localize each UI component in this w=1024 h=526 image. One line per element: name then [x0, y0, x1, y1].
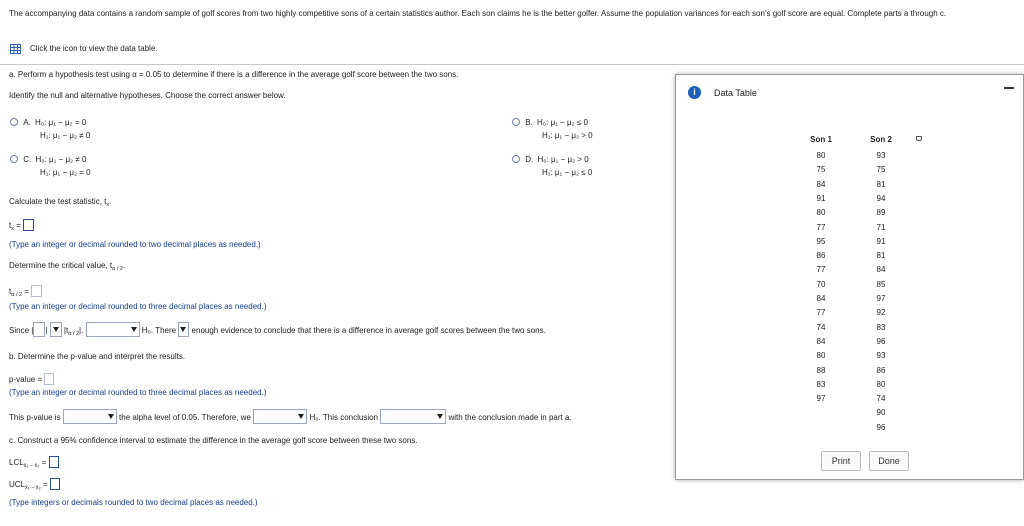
dialog-title: Data Table [714, 88, 757, 98]
lcl-input[interactable] [49, 456, 59, 468]
son1-cell: 77 [816, 222, 826, 232]
son2-cell: 81 [876, 251, 886, 261]
son1-cell: 80 [816, 151, 826, 160]
son2-cell: 93 [876, 351, 886, 361]
option-h0: H₀: μ₁ − μ₂ ≠ 0 [35, 155, 87, 164]
son2-cell: 75 [876, 165, 886, 175]
son1-cell: 91 [816, 193, 826, 203]
son1-cell: 77 [816, 308, 826, 318]
pvalue-hint: (Type an integer or decimal rounded to three decimal places as needed.) [9, 388, 267, 397]
son1-cell: 83 [816, 379, 826, 389]
pvalue-interpret-row: This p-value is the alpha level of 0.05. Therefore, we H₀. This conclusion with the conclusion made in part a. [9, 409, 572, 424]
option-c[interactable] [10, 153, 91, 179]
son1-cell: 84 [816, 336, 826, 346]
radio-b[interactable] [512, 118, 520, 126]
ta2-hint: (Type an integer or decimal rounded to three decimal places as needed.) [9, 302, 267, 311]
son2-cell: 80 [876, 379, 886, 389]
tx-row: $t_x$ = [9, 219, 34, 232]
option-letter: C. [23, 155, 32, 164]
ta2-row: $t_{\alpha / 2}$ = [9, 285, 42, 298]
son1-cell: 95 [816, 236, 826, 246]
ucl-row: $UCL_{x̄_1 - x̄_2}$ = [9, 478, 60, 491]
intro-text: The accompanying data contains a random sample of golf scores from two highly competitive sons of a certain statistics author. Each son claims he is the better golfer. Assume the population variances for each son's golf score are equal. Complete parts a through c. [9, 9, 947, 18]
option-h0: H₀: μ₁ − μ₂ > 0 [537, 155, 589, 164]
col-header-son2: Son 2 [870, 135, 892, 144]
son2-cell: 93 [876, 151, 886, 160]
radio-a[interactable] [10, 118, 18, 126]
son1-cell: 86 [816, 251, 826, 261]
son2-cell: 94 [876, 193, 886, 203]
son2-cell: 97 [876, 294, 886, 303]
son1-cell: 84 [816, 179, 826, 189]
option-h1: H₁: μ₁ − μ₂ = 0 [40, 168, 91, 177]
comparison-dropdown[interactable] [50, 322, 62, 337]
son2-cell: 92 [876, 308, 886, 318]
since-row: Since | | $|t_{\alpha / 2}|$. H₀. There enough evidence to conclude that there is a difference in average golf scores between the two sons. [9, 322, 546, 337]
pvalue-row: p-value = [9, 373, 54, 385]
part-a-prompt: a. Perform a hypothesis test using α = 0.05 to determine if there is a difference in the average golf score between the two sons. [9, 70, 459, 79]
son2-cell: 96 [876, 336, 886, 346]
pvalue-input[interactable] [44, 373, 54, 385]
option-h1: H₁: μ₁ − μ₂ ≠ 0 [40, 131, 91, 140]
reject-dropdown-b[interactable] [253, 409, 307, 424]
option-b[interactable] [512, 116, 593, 142]
table-icon[interactable] [10, 44, 21, 54]
son1-cell: 70 [816, 279, 826, 289]
son2-cell: 74 [876, 394, 886, 404]
option-h0: H₀: μ₁ − μ₂ ≤ 0 [537, 118, 588, 127]
data-table-dialog [675, 74, 1024, 480]
son2-cell: 85 [876, 279, 886, 289]
son2-cell: 84 [876, 265, 886, 275]
print-button[interactable]: Print [821, 451, 861, 471]
son1-cell: 88 [816, 365, 826, 375]
son2-cell: 89 [876, 208, 886, 218]
option-h0: H₀: μ₁ − μ₂ = 0 [35, 118, 87, 127]
son1-cell: 80 [816, 351, 826, 361]
part-b-prompt: b. Determine the p-value and interpret the results. [9, 352, 186, 361]
part-c-prompt: c. Construct a 95% confidence interval to estimate the difference in the average golf score between these two sons. [9, 436, 418, 445]
son1-cell: 74 [816, 322, 826, 332]
info-icon: i [688, 86, 701, 99]
son1-cell: 77 [816, 265, 826, 275]
radio-c[interactable] [10, 155, 18, 163]
calc-test-statistic: Calculate the test statistic, $t_x$. [9, 197, 112, 208]
minimize-icon[interactable] [1004, 87, 1014, 89]
son2-cell: 83 [876, 322, 886, 332]
son1-cell: 80 [816, 208, 826, 218]
option-d[interactable] [512, 153, 592, 179]
radio-d[interactable] [512, 155, 520, 163]
done-button[interactable]: Done [869, 451, 909, 471]
option-h1: H₁: μ₁ − μ₂ ≤ 0 [542, 168, 593, 177]
son2-cell: 90 [876, 408, 886, 418]
lcl-row: $LCL_{x̄_1 - x̄_2}$ = [9, 456, 59, 469]
option-letter: B. [525, 118, 533, 127]
abs-tx-input[interactable] [33, 322, 45, 337]
son1-cell: 75 [816, 165, 826, 175]
ci-hint: (Type integers or decimals rounded to two decimal places as needed.) [9, 498, 258, 507]
son2-cell: 86 [876, 365, 886, 375]
option-h1: H₁: μ₁ − μ₂ > 0 [542, 131, 593, 140]
son2-cell: 91 [876, 236, 886, 246]
tx-hint: (Type an integer or decimal rounded to two decimal places as needed.) [9, 240, 261, 249]
divider [0, 64, 1024, 65]
pvalue-compare-dropdown[interactable] [63, 409, 117, 424]
son1-cell: 84 [816, 294, 826, 303]
son2-cell: 71 [876, 222, 886, 232]
tx-input[interactable] [23, 219, 34, 231]
critical-value-prompt: Determine the critical value, $t_{\alpha / 2}$. [9, 261, 126, 272]
option-letter: D. [525, 155, 534, 164]
son2-cell: 96 [876, 422, 886, 432]
ta2-input[interactable] [31, 285, 42, 297]
copy-icon[interactable] [916, 136, 922, 141]
option-letter: A. [23, 118, 31, 127]
is-isnot-dropdown[interactable] [178, 322, 189, 337]
option-a[interactable] [10, 116, 90, 142]
reject-dropdown[interactable] [86, 322, 140, 337]
ucl-input[interactable] [50, 478, 60, 490]
agree-dropdown[interactable] [380, 409, 446, 424]
son1-cell: 97 [816, 394, 826, 404]
data-table-link[interactable]: Click the icon to view the data table. [30, 44, 158, 53]
col-header-son1: Son 1 [810, 135, 832, 144]
son2-cell: 81 [876, 179, 886, 189]
identify-hypotheses: Identify the null and alternative hypotheses. Choose the correct answer below. [9, 91, 286, 100]
